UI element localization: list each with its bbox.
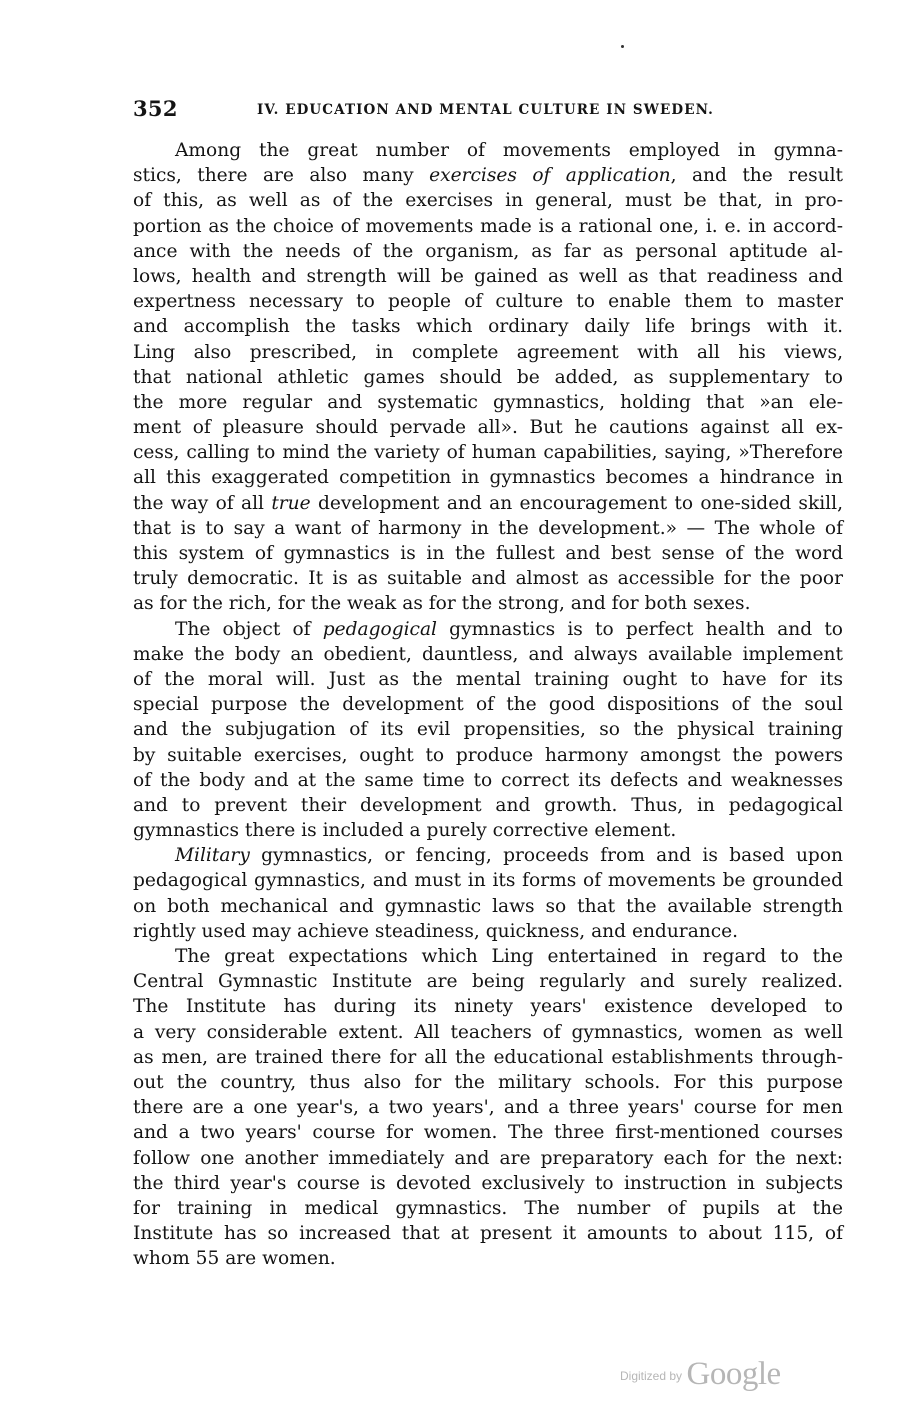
text-run: as men, are trained there for all the educational establishments through- [133,1046,843,1068]
text-run: a very considerable extent. All teachers of gymnastics, women as well [133,1021,843,1043]
text-run: The Institute has during its ninety years' existence developed to [133,996,843,1018]
text-line [133,1045,843,1070]
text-line [133,138,843,163]
text-line [133,768,843,793]
text-run: the more regular and systematic gymnastics, holding that »an ele- [133,391,843,413]
text-line [133,919,843,944]
text-run: gymnastics, or fencing, proceeds from and is based upon [249,845,843,867]
text-run: gymnastics there is included a purely corrective element. [133,820,677,842]
text-line [133,440,843,465]
text-run: cess, calling to mind the variety of human capabilities, saying, »Therefore [133,442,843,464]
text-line [133,390,843,415]
text-line [133,793,843,818]
text-run: development and an encouragement to one-sided skill, [310,492,843,514]
text-run: and the subjugation of its evil propensities, so the physical training [133,719,843,741]
text-run: Institute has so increased that at present it amounts to about 115, of [133,1223,843,1245]
text-run: expertness necessary to people of culture to enable them to master [133,291,843,313]
text-run: , and the result [670,165,844,187]
text-line [133,239,843,264]
text-line [133,743,843,768]
running-head: IV. EDUCATION AND MENTAL CULTURE IN SWEDEN. [257,102,714,118]
text-run: special purpose the development of the good dispositions of the soul [133,694,843,716]
text-line [133,1146,843,1171]
text-run: make the body an obedient, dauntless, and always available implement [133,643,843,665]
italic-emphasis: pedagogical [322,618,438,640]
text-line [133,818,843,843]
italic-emphasis: Military [175,845,250,867]
text-line [133,717,843,742]
text-line [133,642,843,667]
text-line [133,1171,843,1196]
text-line [133,1020,843,1045]
text-run: that is to say a want of harmony in the development.» — The whole of [133,517,843,539]
body-text [133,138,843,1271]
text-line [133,491,843,516]
text-run: portion as the choice of movements made is a rational one, i. e. in accord- [133,215,843,237]
text-run: and accomplish the tasks which ordinary daily life brings with it. [133,316,843,338]
text-line [133,541,843,566]
text-run: by suitable exercises, ought to produce harmony amongst the powers [133,744,843,766]
text-run: gymnastics is to perfect health and to [437,618,843,640]
text-line [133,969,843,994]
text-line [133,516,843,541]
watermark-prefix: Digitized by [620,1369,683,1383]
text-line [133,692,843,717]
text-run: whom 55 are women. [133,1248,336,1270]
text-run: of the body and at the same time to correct its defects and weaknesses [133,769,843,791]
text-line [133,1120,843,1145]
text-run: Among the great number of movements employed in gymna- [175,140,843,161]
text-run: stics, there are also many [133,165,430,187]
text-line [133,314,843,339]
text-run: out the country, thus also for the military schools. For this purpose [133,1071,843,1093]
page-header [133,96,843,126]
text-run: that national athletic games should be added, as supplementary to [133,366,843,388]
text-line [133,1221,843,1246]
text-line [133,214,843,239]
text-run: ance with the needs of the organism, as far as personal aptitude al- [133,240,843,262]
text-run: for training in medical gymnastics. The number of pupils at the [133,1197,843,1219]
text-line [133,415,843,440]
text-line [133,566,843,591]
text-run: ment of pleasure should pervade all». But he cautions against all ex- [133,417,843,439]
text-run: there are a one year's, a two years', and a three years' course for men [133,1097,843,1119]
text-line [133,163,843,188]
text-run: follow one another immediately and are preparatory each for the next: [133,1147,843,1169]
text-line [133,894,843,919]
text-line [133,591,843,616]
text-line [133,667,843,692]
text-line [133,365,843,390]
text-run: of this, as well as of the exercises in general, must be that, in pro- [133,190,843,212]
text-line [133,1196,843,1221]
text-line [133,944,843,969]
text-run: on both mechanical and gymnastic laws so that the available strength [133,895,843,917]
text-run: truly democratic. It is as suitable and almost as accessible for the poor [133,568,843,590]
text-line [133,188,843,213]
text-run: of the moral will. Just as the mental training ought to have for its [133,668,843,690]
text-line [133,289,843,314]
text-line [133,617,843,642]
text-line [133,1246,843,1271]
text-run: rightly used may achieve steadiness, quickness, and endurance. [133,920,739,942]
text-line [133,465,843,490]
text-run: the third year's course is devoted exclusively to instruction in subjects [133,1172,843,1194]
text-line [133,994,843,1019]
text-line [133,264,843,289]
text-line [133,340,843,365]
text-run: the way of all [133,492,272,514]
google-logo: Google [686,1356,781,1392]
italic-emphasis: true [271,492,311,514]
page-number: 352 [133,96,178,121]
text-run: Ling also prescribed, in complete agreement with all his views, [133,341,843,363]
text-line [133,868,843,893]
text-line [133,1070,843,1095]
text-line [133,1095,843,1120]
text-run: The object of [175,618,323,640]
text-run: all this exaggerated competition in gymnastics becomes a hindrance in [133,467,843,489]
text-run: as for the rich, for the weak as for the strong, and for both sexes. [133,593,751,615]
text-run: and to prevent their development and growth. Thus, in pedagogical [133,794,843,816]
text-line [133,843,843,868]
text-run: pedagogical gymnastics, and must in its forms of movements be grounded [133,870,843,892]
digitized-by-google-watermark [620,1356,781,1393]
italic-emphasis: exercises of application [429,165,671,187]
text-run: and a two years' course for women. The three first-mentioned courses [133,1122,843,1144]
ink-speck [621,45,624,48]
text-run: Central Gymnastic Institute are being regularly and surely realized. [133,971,843,993]
text-run: this system of gymnastics is in the fullest and best sense of the word [133,543,843,564]
text-run: lows, health and strength will be gained as well as that readiness and [133,265,843,287]
text-run: The great expectations which Ling entertained in regard to the [175,946,843,967]
